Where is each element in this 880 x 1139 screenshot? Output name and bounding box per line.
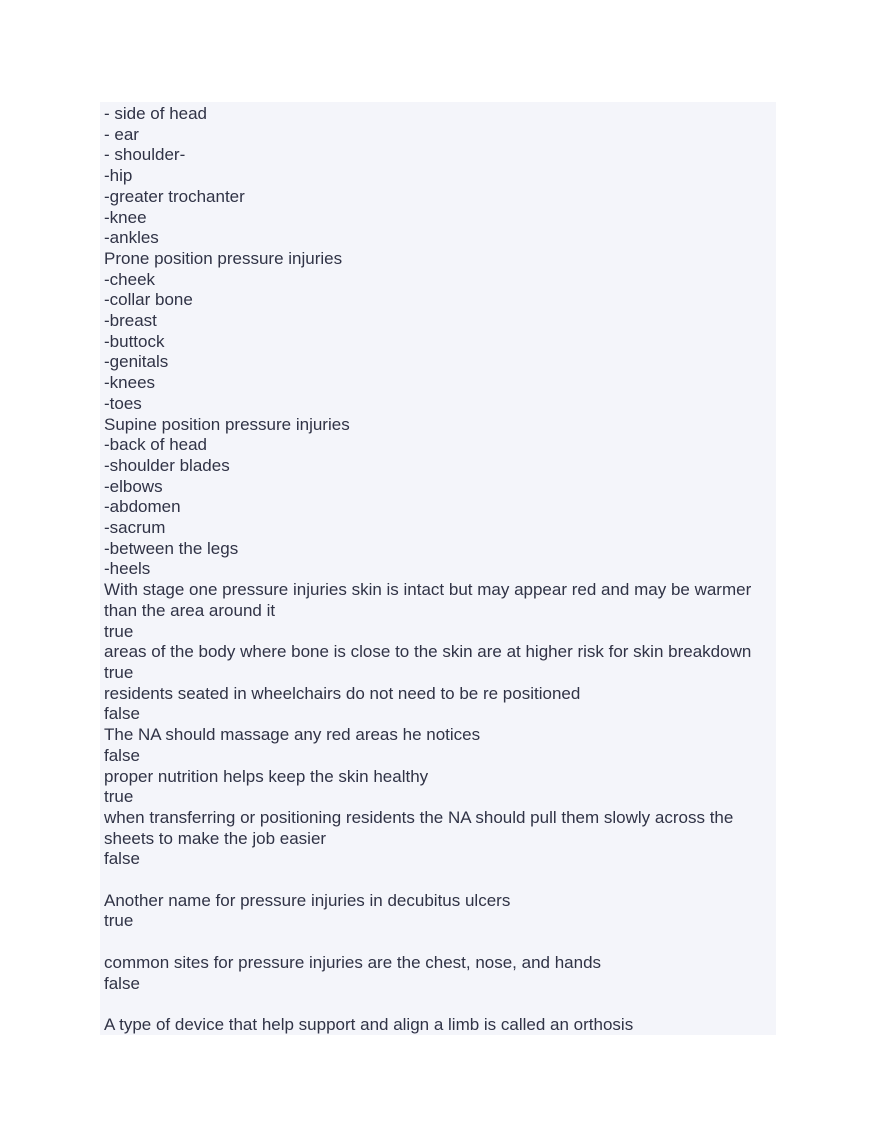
text-line: -greater trochanter — [104, 186, 245, 206]
question-line: Another name for pressure injuries in decubitus ulcers — [104, 890, 511, 910]
text-line: - side of head — [104, 104, 208, 123]
text-line: -sacrum — [104, 518, 166, 538]
text-line: -collar bone — [104, 290, 193, 310]
question-line: With stage one pressure injuries skin is intact but may appear red and may be warmer — [104, 580, 752, 600]
text-line: -elbows — [104, 476, 163, 496]
text-line: -heels — [104, 559, 151, 579]
section-heading-supine: Supine position pressure injuries — [104, 414, 350, 434]
text-line: - shoulder- — [104, 145, 186, 165]
text-line: -cheek — [104, 269, 156, 289]
question-line: residents seated in wheelchairs do not need to be re positioned — [104, 683, 581, 703]
text-line: -breast — [104, 311, 157, 331]
answer-line: false — [104, 704, 140, 724]
question-line: areas of the body where bone is close to the skin are at higher risk for skin breakdown — [104, 642, 752, 662]
answer-line: false — [104, 849, 140, 869]
question-line: when transferring or positioning residents the NA should pull them slowly across the — [104, 807, 734, 827]
text-line: -shoulder blades — [104, 455, 230, 475]
question-line: than the area around it — [104, 600, 276, 620]
question-line: A type of device that help support and align a limb is called an orthosis — [104, 1014, 634, 1034]
blank-line — [104, 870, 776, 891]
text-line: -abdomen — [104, 497, 181, 517]
text-line: -knee — [104, 207, 147, 227]
answer-line: false — [104, 745, 140, 765]
blank-line — [104, 932, 776, 953]
question-line: proper nutrition helps keep the skin healthy — [104, 766, 429, 786]
text-line: -back of head — [104, 435, 208, 455]
question-line: common sites for pressure injuries are the chest, nose, and hands — [104, 952, 602, 972]
answer-line: true — [104, 787, 134, 807]
blank-line — [104, 994, 776, 1015]
text-line: -buttock — [104, 331, 165, 351]
text-line: -ankles — [104, 228, 159, 248]
section-heading-prone: Prone position pressure injuries — [104, 248, 343, 268]
question-line: sheets to make the job easier — [104, 828, 327, 848]
answer-line: true — [104, 662, 134, 682]
text-line: -hip — [104, 166, 133, 186]
text-line: -genitals — [104, 352, 169, 372]
document-text-block — [100, 102, 776, 1035]
question-line: The NA should massage any red areas he notices — [104, 725, 481, 745]
text-line: -knees — [104, 373, 156, 393]
answer-line: true — [104, 621, 134, 641]
answer-line: false — [104, 973, 140, 993]
text-line: - ear — [104, 124, 139, 144]
text-line: -between the legs — [104, 538, 239, 558]
text-line: -toes — [104, 393, 142, 413]
answer-line: true — [104, 911, 134, 931]
